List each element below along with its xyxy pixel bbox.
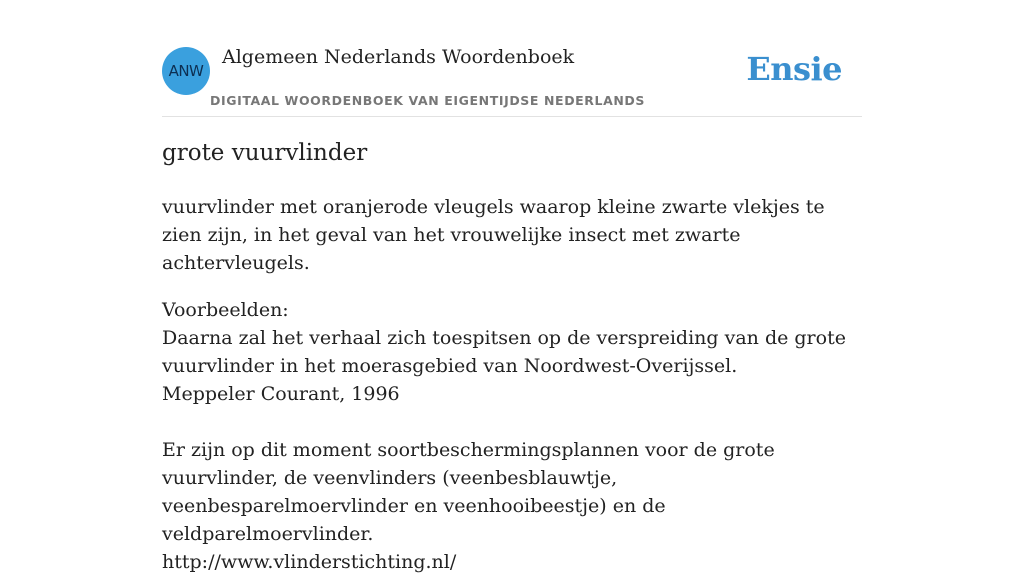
example-source: Meppeler Courant, 1996 — [162, 383, 400, 405]
entry-definition: vuurvlinder met oranjerode vleugels waarop kleine zwarte vlekjes te zien zijn, in het geval van het vrouwelijke insect met zwarte achtervleugels. — [162, 196, 825, 274]
examples-label: Voorbeelden: — [162, 299, 289, 321]
page-wrapper — [162, 0, 862, 573]
example-text: Er zijn op dit moment soortbeschermingsplannen voor de grote vuurvlinder, de veenvlinders (veenbesblauwtje, veenbesparelmoervlinder en veenhooibeestje) en de veldparelmoervlinder. — [162, 439, 775, 545]
site-subtitle: DIGITAAL WOORDENBOEK VAN EIGENTIJDSE NEDERLANDS — [210, 93, 646, 108]
example-text: Daarna zal het verhaal zich toespitsen op de verspreiding van de grote vuurvlinder in het moerasgebied van Noordwest-Overijssel. — [162, 327, 846, 377]
site-title[interactable]: Algemeen Nederlands Woordenboek — [222, 46, 575, 68]
example-source-link[interactable]: http://www.vlinderstichting.nl/ — [162, 551, 457, 573]
entry-headword: grote vuurvlinder — [162, 140, 368, 166]
example-spacer — [162, 408, 862, 436]
site-header — [162, 0, 862, 117]
ensie-logo[interactable]: Ensie — [746, 50, 842, 88]
entry-content — [162, 193, 862, 576]
examples-section — [162, 296, 862, 576]
anw-logo[interactable]: ANW — [162, 47, 210, 95]
